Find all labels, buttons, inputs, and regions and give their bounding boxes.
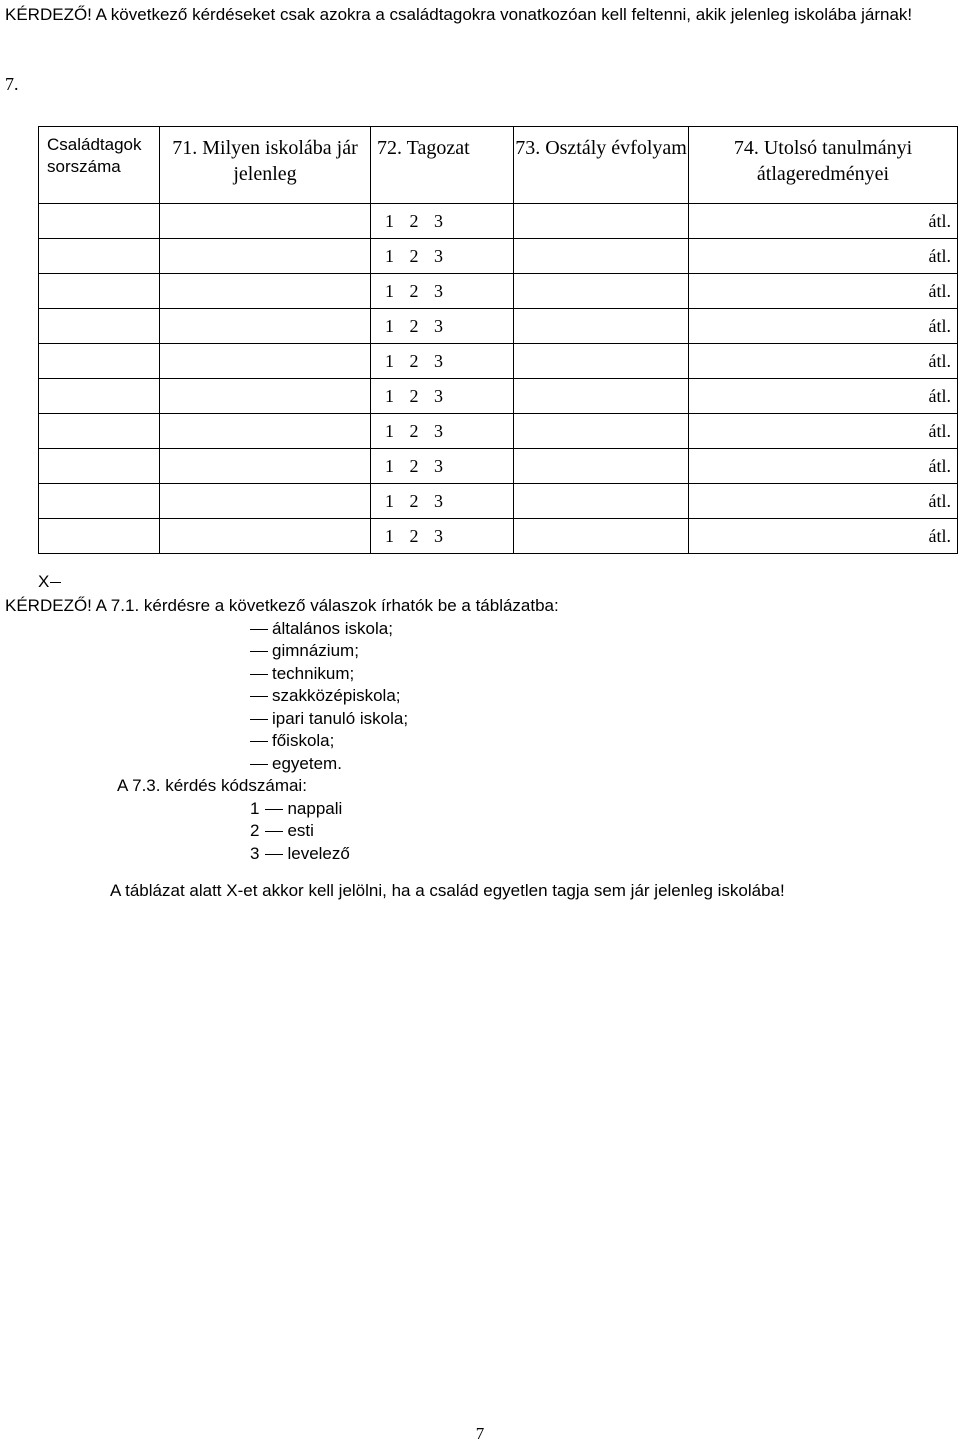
list-item <box>5 685 559 708</box>
option-label: főiskola; <box>272 731 335 750</box>
cell-school-type[interactable] <box>160 344 371 379</box>
list-item <box>5 820 559 843</box>
page-number: 7 <box>475 1424 485 1443</box>
list-item <box>5 843 559 866</box>
table-row <box>39 239 958 274</box>
table-row <box>39 484 958 519</box>
list-item <box>5 640 559 663</box>
q73-instruction: A 7.3. kérdés kódszámai: <box>117 776 307 795</box>
list-item <box>5 708 559 731</box>
header-last-average: 74. Utolsó tanulmányi átlageredményei <box>689 127 958 204</box>
cell-school-type[interactable] <box>160 414 371 449</box>
table-row <box>39 449 958 484</box>
dash-icon <box>265 831 283 832</box>
cell-family-member-number[interactable] <box>39 204 160 239</box>
cell-school-type[interactable] <box>160 239 371 274</box>
cell-class-year[interactable] <box>514 204 689 239</box>
cell-school-type[interactable] <box>160 204 371 239</box>
code-number: 1 <box>250 798 260 818</box>
dash-icon <box>265 809 283 810</box>
option-label: egyetem. <box>272 753 342 773</box>
option-label: szakközépiskola; <box>272 686 401 705</box>
cell-family-member-number[interactable] <box>39 484 160 519</box>
cell-average[interactable]: átl. <box>689 519 958 554</box>
cell-family-member-number[interactable] <box>39 239 160 274</box>
cell-family-member-number[interactable] <box>39 519 160 554</box>
header-class-year: 73. Osztály évfolyam <box>514 127 689 204</box>
cell-course-code[interactable]: 1 2 3 <box>371 344 514 379</box>
cell-class-year[interactable] <box>514 239 689 274</box>
header-school-type: 71. Milyen iskolába jár jelenleg <box>160 127 371 204</box>
cell-course-code[interactable]: 1 2 3 <box>371 519 514 554</box>
cell-family-member-number[interactable] <box>39 309 160 344</box>
cell-course-code[interactable]: 1 2 3 <box>371 414 514 449</box>
cell-family-member-number[interactable] <box>39 344 160 379</box>
option-label: általános iskola; <box>272 618 393 638</box>
list-item <box>5 798 559 821</box>
cell-average[interactable]: átl. <box>689 274 958 309</box>
cell-average[interactable]: átl. <box>689 204 958 239</box>
cell-school-type[interactable] <box>160 379 371 414</box>
cell-family-member-number[interactable] <box>39 379 160 414</box>
code-number: 3 <box>250 843 260 863</box>
dash-icon <box>250 696 268 697</box>
q71-instruction: KÉRDEZŐ! A 7.1. kérdésre a következő válaszok írhatók be a táblázatba: <box>5 596 559 615</box>
table-header-row <box>39 127 958 204</box>
cell-course-code[interactable]: 1 2 3 <box>371 204 514 239</box>
cell-class-year[interactable] <box>514 414 689 449</box>
cell-average[interactable]: átl. <box>689 344 958 379</box>
table-row <box>39 414 958 449</box>
cell-school-type[interactable] <box>160 519 371 554</box>
cell-class-year[interactable] <box>514 519 689 554</box>
table-row <box>39 204 958 239</box>
option-label: gimnázium; <box>272 641 359 660</box>
intro-instruction: KÉRDEZŐ! A következő kérdéseket csak azokra a családtagokra vonatkozóan kell feltenni, akik jelenleg iskolába járnak! <box>5 5 913 24</box>
option-label: ipari tanuló iskola; <box>272 708 409 728</box>
cell-school-type[interactable] <box>160 274 371 309</box>
cell-average[interactable]: átl. <box>689 239 958 274</box>
dash-icon <box>250 674 268 675</box>
dash-icon <box>250 741 268 742</box>
list-item <box>5 730 559 753</box>
instructions-block <box>5 595 559 865</box>
cell-course-code[interactable]: 1 2 3 <box>371 274 514 309</box>
cell-family-member-number[interactable] <box>39 449 160 484</box>
cell-family-member-number[interactable] <box>39 274 160 309</box>
cell-family-member-number[interactable] <box>39 414 160 449</box>
cell-class-year[interactable] <box>514 274 689 309</box>
code-label: levelező <box>287 843 350 863</box>
code-label: nappali <box>287 798 343 818</box>
list-item <box>5 753 559 776</box>
cell-average[interactable]: átl. <box>689 379 958 414</box>
dash-icon <box>250 651 268 652</box>
cell-average[interactable]: átl. <box>689 414 958 449</box>
cell-school-type[interactable] <box>160 484 371 519</box>
dash-icon <box>265 854 283 855</box>
cell-class-year[interactable] <box>514 379 689 414</box>
header-course-type: 72. Tagozat <box>371 127 514 204</box>
table-row <box>39 309 958 344</box>
q73-codes-list <box>5 798 559 866</box>
header-family-member-number: Családtagok sorszáma <box>39 127 160 204</box>
code-label: esti <box>287 821 314 840</box>
cell-course-code[interactable]: 1 2 3 <box>371 484 514 519</box>
option-label: technikum; <box>272 663 355 683</box>
cell-course-code[interactable]: 1 2 3 <box>371 239 514 274</box>
dash-icon <box>250 629 268 630</box>
cell-class-year[interactable] <box>514 484 689 519</box>
cell-school-type[interactable] <box>160 449 371 484</box>
cell-class-year[interactable] <box>514 449 689 484</box>
table-row <box>39 344 958 379</box>
family-school-table <box>38 126 958 554</box>
code-number: 2 <box>250 821 260 840</box>
q71-options-list <box>5 618 559 776</box>
question-number: 7. <box>5 74 19 94</box>
cell-average[interactable]: átl. <box>689 449 958 484</box>
list-item <box>5 663 559 686</box>
cell-average[interactable]: átl. <box>689 309 958 344</box>
table-row <box>39 379 958 414</box>
cell-class-year[interactable] <box>514 309 689 344</box>
cell-class-year[interactable] <box>514 344 689 379</box>
cell-school-type[interactable] <box>160 309 371 344</box>
cell-course-code[interactable]: 1 2 3 <box>371 449 514 484</box>
list-item <box>5 618 559 641</box>
cell-course-code[interactable]: 1 2 3 <box>371 379 514 414</box>
x-mark-line <box>50 582 61 583</box>
dash-icon <box>250 719 268 720</box>
cell-course-code[interactable]: 1 2 3 <box>371 309 514 344</box>
x-mark-label: X <box>38 572 50 591</box>
cell-average[interactable]: átl. <box>689 484 958 519</box>
dash-icon <box>250 764 268 765</box>
x-mark-box[interactable] <box>38 572 61 592</box>
footer-instruction: A táblázat alatt X-et akkor kell jelölni, ha a család egyetlen tagja sem jár jelenleg iskolába! <box>110 881 785 900</box>
table-row <box>39 519 958 554</box>
table-row <box>39 274 958 309</box>
